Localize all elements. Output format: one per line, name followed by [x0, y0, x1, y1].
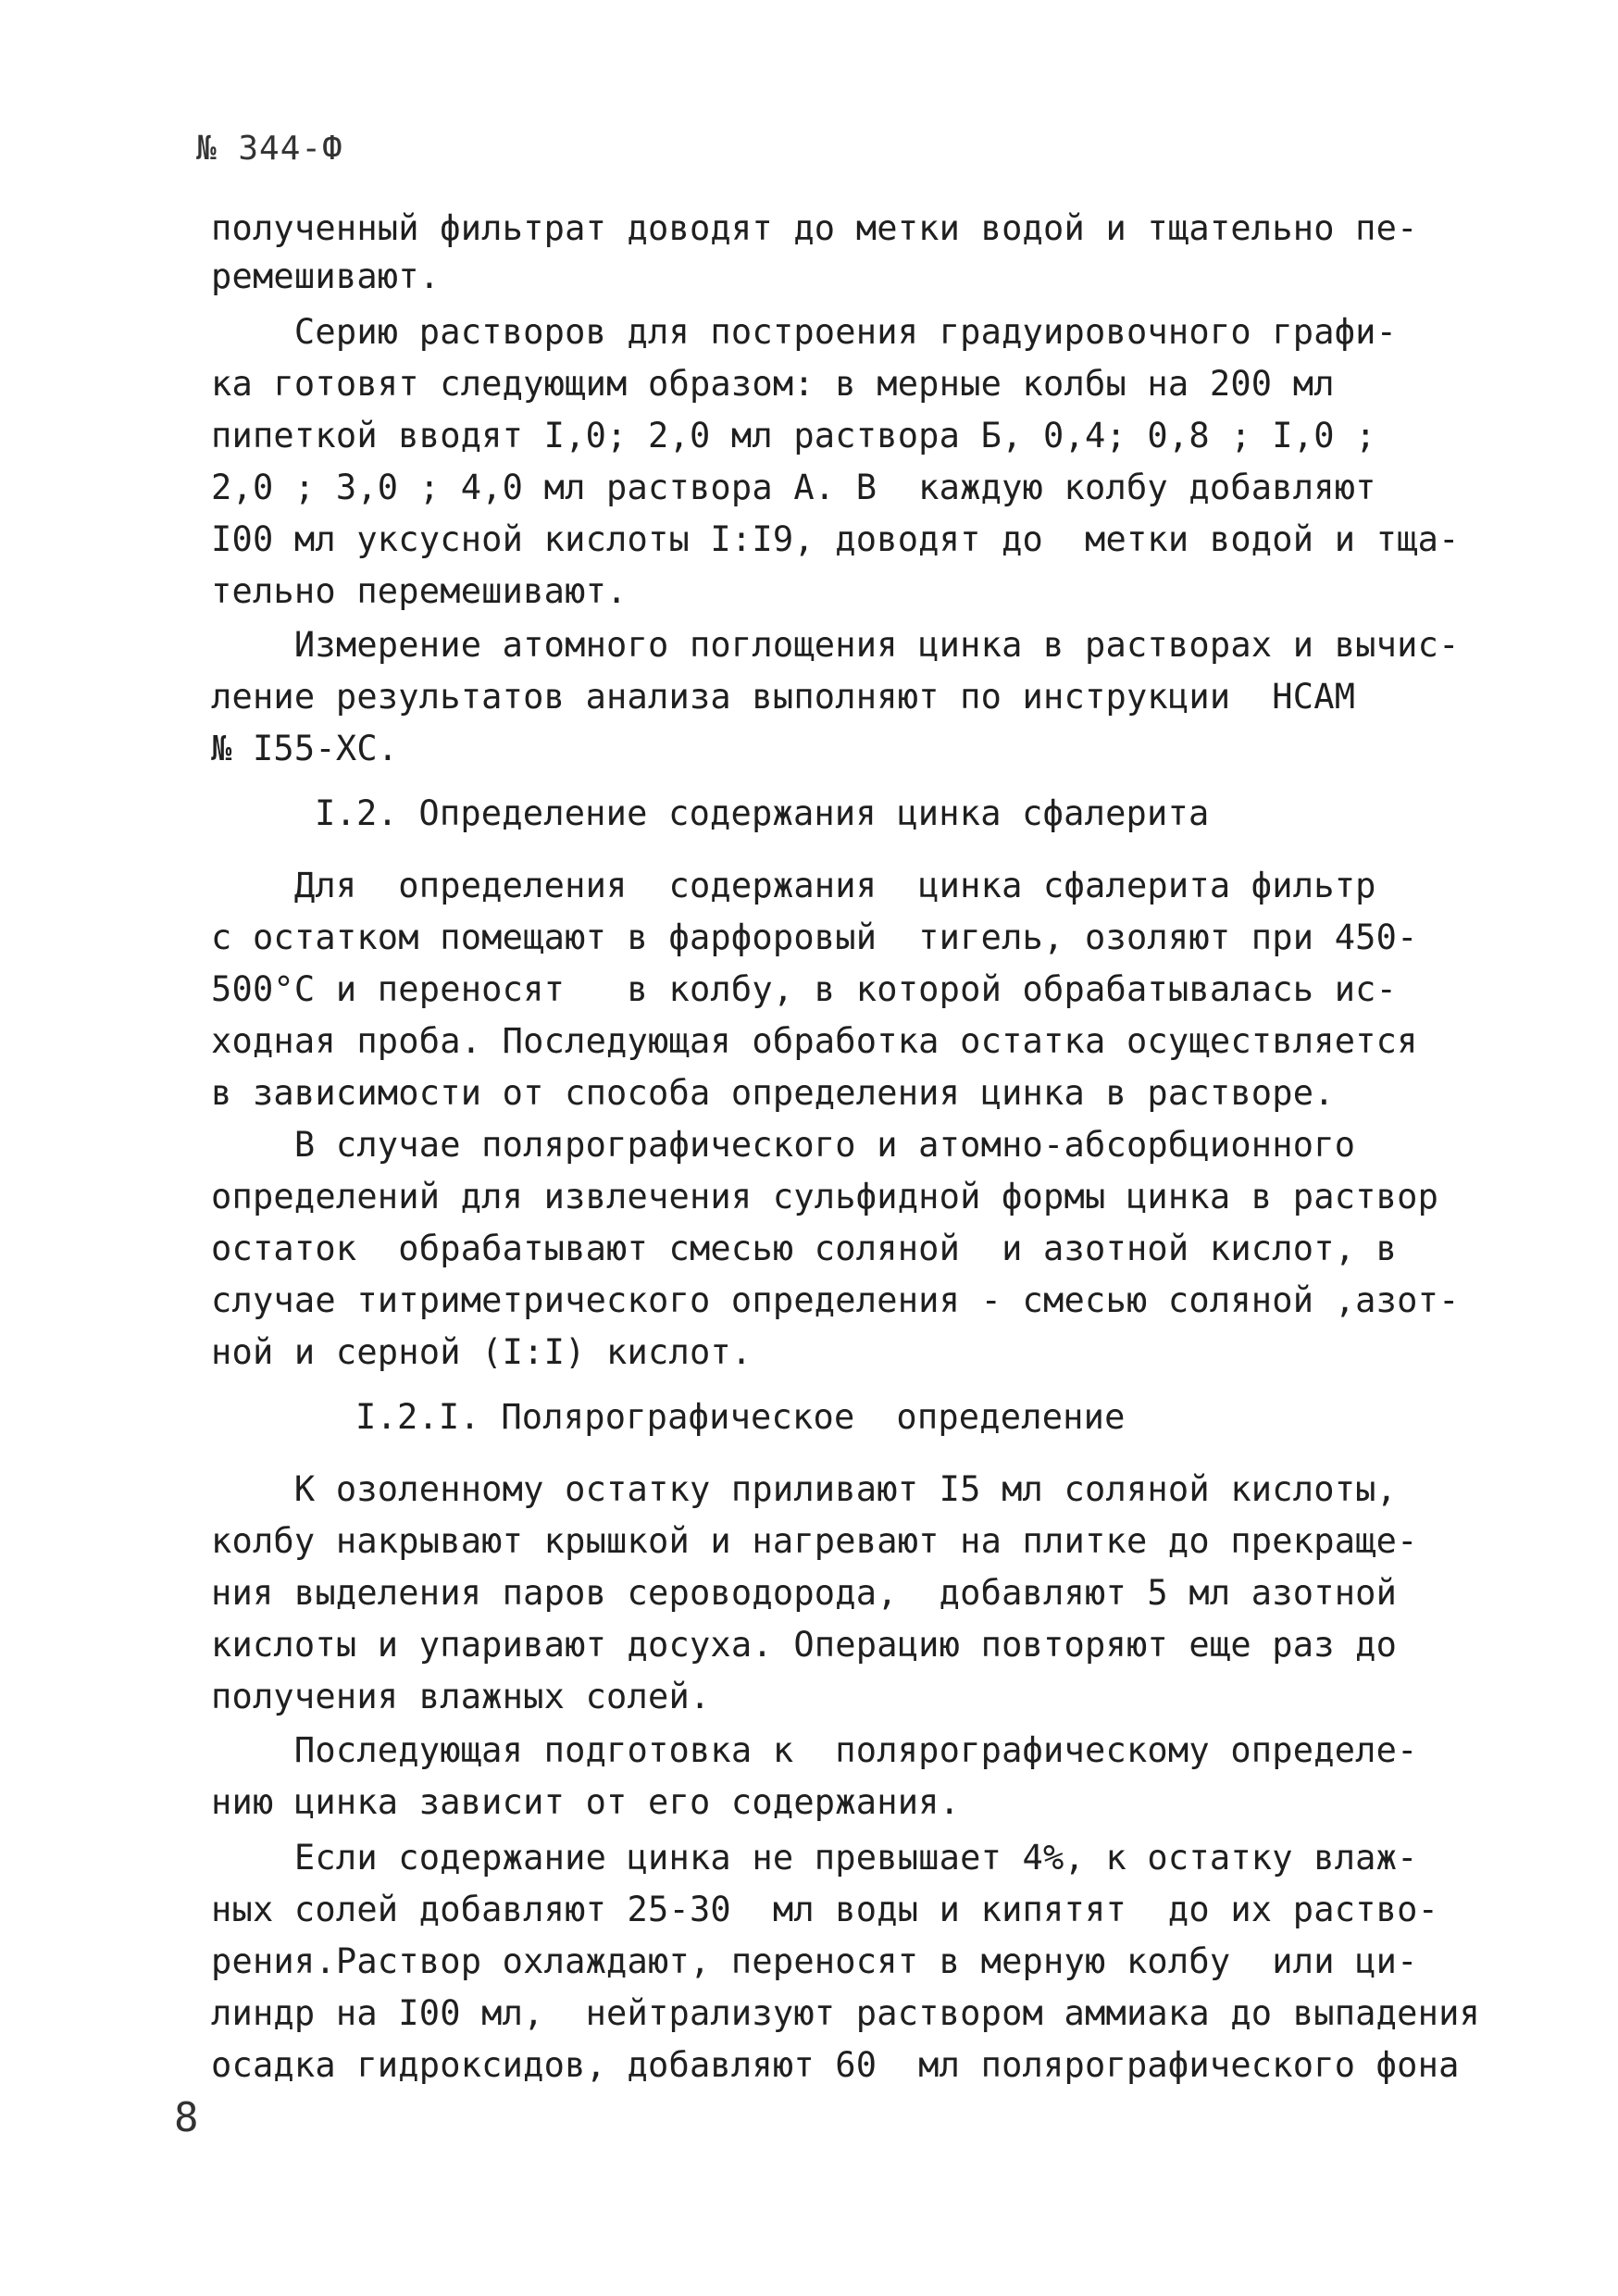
text-line: полученный фильтрат доводят до метки водой и тщательно пе-: [211, 208, 1418, 248]
text-line: 500°С и переносят в колбу, в которой обрабатывалась ис-: [211, 969, 1398, 1009]
page-number: 8: [174, 2094, 199, 2141]
text-line: Для определения содержания цинка сфалерита фильтр: [211, 866, 1376, 905]
text-line: кислоты и упаривают досуха. Операцию повторяют еще раз до: [211, 1625, 1398, 1665]
text-line: линдр на I00 мл, нейтрализуют раствором аммиака до выпадения: [211, 1993, 1481, 2033]
text-line: ной и серной (I:I) кислот.: [211, 1332, 753, 1372]
text-line: случае титриметрического определения - смесью соляной ,азот-: [211, 1280, 1460, 1320]
text-line: № I55-ХС.: [211, 729, 399, 768]
section-heading-1-2: I.2. Определение содержания цинка сфалерита: [315, 793, 1210, 833]
text-line: колбу накрывают крышкой и нагревают на плитке до прекраще-: [211, 1521, 1418, 1561]
text-line: ния выделения паров сероводорода, добавляют 5 мл азотной: [211, 1573, 1398, 1613]
text-line: Если содержание цинка не превышает 4%, к остатку влаж-: [211, 1838, 1418, 1878]
text-line: ление результатов анализа выполняют по инструкции НСАМ: [211, 677, 1356, 717]
text-line: тельно перемешивают.: [211, 571, 628, 611]
text-line: Последующая подготовка к полярографическому определе-: [211, 1730, 1418, 1770]
text-line: в зависимости от способа определения цинка в растворе.: [211, 1073, 1335, 1113]
text-line: В случае полярографического и атомно-абсорбционного: [211, 1125, 1356, 1165]
text-line: ремешивают.: [211, 256, 441, 296]
text-line: ходная проба. Последующая обработка остатка осуществляется: [211, 1021, 1418, 1061]
text-line: ных солей добавляют 25-30 мл воды и кипятят до их раство-: [211, 1890, 1439, 1929]
document-number: № 344-Ф: [196, 130, 343, 168]
text-line: К озоленному остатку приливают I5 мл соляной кислоты,: [211, 1469, 1398, 1509]
text-line: 2,0 ; 3,0 ; 4,0 мл раствора А. В каждую колбу добавляют: [211, 468, 1376, 507]
text-line: определений для извлечения сульфидной формы цинка в раствор: [211, 1177, 1439, 1217]
text-line: Серию растворов для построения градуировочного графи-: [211, 312, 1398, 352]
section-heading-1-2-1: I.2.I. Полярографическое определение: [355, 1397, 1126, 1437]
text-line: с остатком помещают в фарфоровый тигель, озоляют при 450-: [211, 917, 1418, 957]
text-line: пипеткой вводят I,0; 2,0 мл раствора Б, 0,4; 0,8 ; I,0 ;: [211, 416, 1376, 455]
text-line: остаток обрабатывают смесью соляной и азотной кислот, в: [211, 1229, 1398, 1268]
text-line: нию цинка зависит от его содержания.: [211, 1782, 961, 1822]
text-line: рения.Раствор охлаждают, переносят в мерную колбу или ци-: [211, 1941, 1418, 1981]
text-line: осадка гидроксидов, добавляют 60 мл полярографического фона: [211, 2045, 1460, 2085]
text-line: I00 мл уксусной кислоты I:I9, доводят до метки водой и тща-: [211, 519, 1460, 559]
text-line: ка готовят следующим образом: в мерные колбы на 200 мл: [211, 364, 1335, 404]
text-line: Измерение атомного поглощения цинка в растворах и вычис-: [211, 625, 1460, 665]
text-line: получения влажных солей.: [211, 1677, 711, 1716]
